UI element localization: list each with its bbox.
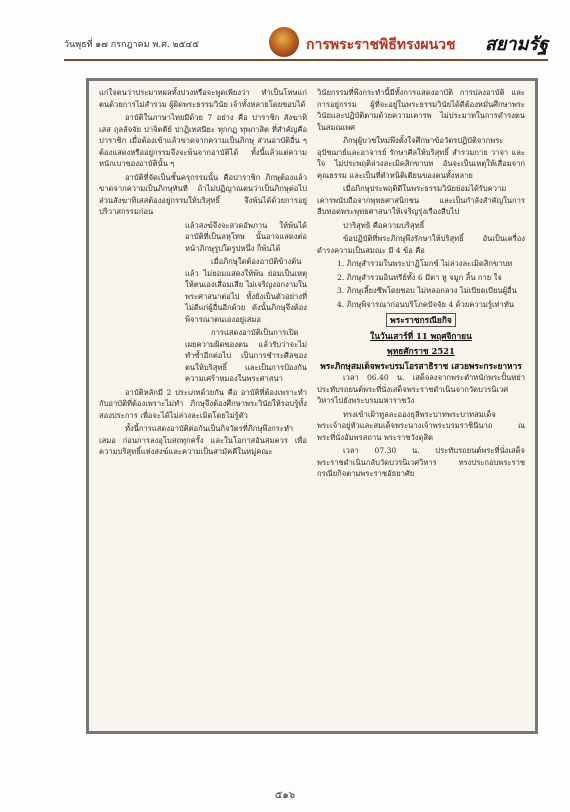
article-clipping bbox=[86, 78, 538, 734]
article-paragraph: แก่ใจตนว่าประมาทผลทั้งปวงหรือจะพูดเพียงว่า ทำเป็นโทษแก่ตนด้วยการไม่สำรวม ผู้ผิดพระธรรมวินัย เจ้าทั้งหลายโดยชอบได้ bbox=[99, 88, 307, 109]
article-paragraph: อาบัติหลักมี 2 ประเภทด้วยกัน คือ อาบัติที่ต้องเพราะทำกับอาบัติที่ต้องเพราะไม่ทำ ภิกษุจึงต้องศึกษาพระวินัยให้รอบรู้ทั้งสองประการ เพื่อจะได้ไม่ล่วงละเมิดโดยไม่รู้ตัว bbox=[99, 387, 307, 420]
article-paragraph: เมื่อภิกษุใดต้องอาบัติข้างต้นแล้ว ไม่ยอมแสดงให้พ้น ย่อมเป็นเหตุให้ตนเองเสื่อมเสีย ไม่เจริญงอกงามในพระศาสนาต่อไป ทั้งยังเป็นตัวอย่างที่ไม่ดีแก่ผู้อื่นอีกด้วย ดังนั้นภิกษุจึงต้องพิจารณาตนเองอยู่เสมอ bbox=[185, 257, 307, 324]
page-number: ๕๑๖ bbox=[274, 790, 296, 801]
article-paragraph: แล้วสงฆ์จึงจะสวดอัพภาน ให้พ้นได้ อาบัติที่เป็นลหุโทษ นั้นอาจแสดงต่อหน้าภิกษุรูปใดรูปหนึ่ง ก็พ้นได้ bbox=[185, 220, 307, 253]
royal-emblem-icon bbox=[269, 27, 299, 57]
left-column bbox=[99, 87, 307, 725]
list-item: 2. ภิกษุสำรวมอินทรีย์ทั้ง 6 มีตา หู จมูก ลิ้น กาย ใจ bbox=[337, 272, 502, 282]
ceremony-year-line: พุทธศักราช 2521 bbox=[387, 346, 455, 356]
ceremony-paragraph: เวลา 07.30 น. ประทับรถยนต์พระที่นั่งเสด็จพระราชดำเนินกลับวัดบวรนิเวศวิหาร ทรงประกอบพระราชกรณียกิจตามพระราชอัธยาศัย bbox=[317, 446, 525, 478]
header-title: การพระราชพิธีทรงผนวช bbox=[306, 37, 456, 53]
article-paragraph: เมื่อภิกษุประพฤติดีในพระธรรมวินัยย่อมได้รับความเคารพนับถือจากพุทธศาสนิกชน และเป็นกำลังสำคัญในการสืบทอดพระพุทธศาสนาให้เจริญรุ่งเรืองสืบไป bbox=[317, 184, 525, 216]
right-column bbox=[317, 87, 525, 725]
article-paragraph: ปาริสุทธิ คือความบริสุทธิ์ bbox=[343, 220, 425, 230]
ceremony-heading-text: พระราชกรณียกิจ bbox=[386, 313, 456, 327]
ceremony-paragraph: ทรงเข้าเฝ้าทูลละอองธุลีพระบาทพระบาทสมเด็จพระเจ้าอยู่หัวและสมเด็จพระนางเจ้าพระบรมราชินีนาถ ณ พระที่นั่งอัมพรสถาน พระราชวังดุสิต bbox=[317, 409, 525, 442]
ceremony-subject: พระภิกษุสมเด็จพระบรมโอรสาธิราช เสวยพระกระยาหาร bbox=[320, 361, 522, 371]
newspaper-logo: สยามรัฐ bbox=[484, 34, 548, 55]
ceremony-heading bbox=[317, 313, 525, 327]
list-item: 4. ภิกษุพิจารณาก่อนบริโภคปัจจัย 4 ด้วยความรู้เท่าทัน bbox=[337, 299, 515, 309]
article-paragraph: ภิกษุผู้บวชใหม่พึงตั้งใจศึกษาข้อวัตรปฏิบัติจากพระอุปัชฌาย์และอาจารย์ รักษาศีลให้บริสุทธิ์ สำรวมกาย วาจา และใจ ไม่ประพฤติล่วงละเมิดสิกขาบท อันจะเป็นเหตุให้เสื่อมจากคุณธรรม และเป็นที่ตำหนิติเตียนของคนทั้งหลาย bbox=[317, 136, 525, 180]
article-paragraph: อาบัติที่จัดเป็นชั้นครุกรรมนั้น คือปาราชิก ภิกษุต้องแล้วขาดจากความเป็นภิกษุทันที ถ้าไม่ปฏิญาณตนว่าเป็นภิกษุต่อไป ส่วนสังฆาทิเสสต้องอยู่กรรมให้บริสุทธิ์ จึงพ้นได้ด้วยการอยู่ปริวาสกรรมก่อน bbox=[99, 172, 307, 216]
article-paragraph: วินัยกรรมที่พึงกระทำนี้มีทั้งการแสดงอาบัติ การปลงอาบัติ และการอยู่กรรม ผู้ที่จะอยู่ในพระธรรมวินัยได้ดีต้องหมั่นศึกษาพระวินัยและปฏิบัติตามด้วยความเคารพ ไม่ประมาทในการดำรงตนในสมณเพศ bbox=[317, 88, 525, 132]
ceremony-paragraph: เวลา 06.40 น. เสด็จลงจากพระตำหนักพระปั้นหย่า ประทับรถยนต์พระที่นั่งเสด็จพระราชดำเนินจากวัดบวรนิเวศวิหารไปยังพระบรมมหาราชวัง bbox=[317, 373, 525, 405]
purity-list bbox=[317, 258, 525, 310]
header-divider bbox=[64, 59, 548, 61]
list-intro: ข้อปฏิบัติที่พระภิกษุพึงรักษาให้บริสุทธิ์ อันเป็นเครื่องดำรงความเป็นสมณะ มี 4 ข้อ คือ bbox=[317, 234, 525, 255]
list-item: 1. ภิกษุสำรวมในพระปาฏิโมกข์ ไม่ล่วงละเมิดสิกขาบท bbox=[337, 259, 513, 268]
article-paragraph: ทั้งนี้การแสดงอาบัติต่อกันเป็นกิจวัตรที่ภิกษุพึงกระทำเสมอ ก่อนการลงอุโบสถทุกครั้ง และในโอกาสอันสมควร เพื่อความบริสุทธิ์แห่งสงฆ์และความเป็นสามัคคีในหมู่คณะ bbox=[99, 424, 307, 456]
article-paragraph: การแสดงอาบัติเป็นการเปิดเผยความผิดของตน แล้วรับว่าจะไม่ทำซ้ำอีกต่อไป เป็นการชำระศีลของตนให้บริสุทธิ์ และเป็นการป้องกันความเศร้าหมองในพระศาสนา bbox=[185, 328, 307, 383]
header-date: วันพุธที่ ๑๗ กรกฎาคม พ.ศ. ๒๕๔๕ bbox=[64, 40, 200, 50]
article-paragraph: อาบัติในภาษาไทยมีด้วย 7 อย่าง คือ ปาราชิก สังฆาทิเสส ถุลลัจจัย ปาจิตตีย์ ปาฏิเทสนียะ ทุกกฏ ทุพภาสิต ที่สำคัญคือ ปาราชิก เมื่อต้องเข้าแล้วขาดจากความเป็นภิกษุ ส่วนอาบัติอื่น ๆ ต้องแสดงหรืออยู่กรรมจึงจะพ้นจากอาบัติได้ ทั้งนี้แล้วแต่ความหนักเบาของอาบัตินั้น ๆ bbox=[99, 113, 307, 168]
page-header bbox=[64, 27, 548, 57]
ceremony-date-line: ในวันเสาร์ที่ 11 พฤศจิกายน bbox=[370, 331, 472, 341]
list-item: 3. ภิกษุเลี้ยงชีพโดยชอบ ไม่หลอกลวง ไม่เบียดเบียนผู้อื่น bbox=[337, 286, 517, 295]
